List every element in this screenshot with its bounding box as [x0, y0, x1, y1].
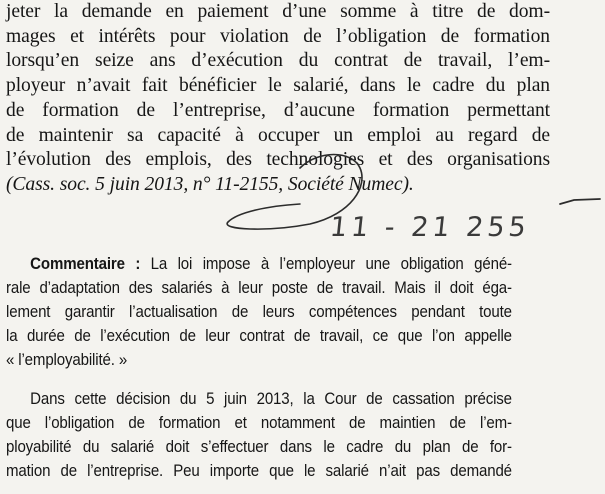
margin-dash [560, 199, 600, 204]
decision-line-1: Dans cette décision du 5 juin 2013, la Cour de cassation précise [30, 390, 512, 408]
ruling-line-1: jeter la demande en paiement d’une somme à titre de dom- [6, 1, 550, 22]
case-citation: (Cass. soc. 5 juin 2013, n° 11-2155, Société Numec). [6, 173, 414, 195]
ruling-line-2: mages et intérêts pour violation de l’obligation de formation [6, 25, 550, 47]
decision-line-3: ployabilité du salarié doit s’effectuer dans le cadre du plan de for- [6, 438, 512, 456]
decision-line-4: mation de l’entreprise. Peu importe que le salarié n’ait pas demandé [6, 462, 512, 480]
ruling-line-4: ployeur n’avait fait bénéficier le salarié, dans le cadre du plan [6, 75, 550, 97]
commentary-line-4: la durée de l’exécution de leur contrat de travail, ce que l’on appelle [6, 327, 512, 345]
commentary-line-5: « l’employabilité. » [6, 351, 128, 369]
commentary-line-3: lement garantir l’actualisation de leurs compétences pendant toute [6, 303, 512, 321]
ruling-line-5: de formation de l’entreprise, d’aucune formation permettant [6, 99, 550, 121]
ruling-line-3: lorsqu’en seize ans d’exécution du contrat de travail, l’em- [6, 50, 550, 72]
handwritten-case-number: 11 - 21 255 [328, 212, 532, 243]
ruling-text [6, 0, 550, 198]
commentary-label: Commentaire : [30, 255, 141, 273]
ruling-line-7: l’évolution des emplois, des technologies et des organisations [6, 149, 550, 171]
decision-line-2: que l’obligation de formation et notamment de maintien de l’em- [6, 414, 512, 432]
commentary-paragraph-2 [6, 387, 512, 483]
commentary-paragraph-1 [6, 252, 512, 372]
commentary-line-2: rale d’adaptation des salariés à leur poste de travail. Mais il doit éga- [6, 279, 512, 297]
commentary-first-line [6, 252, 512, 276]
commentary-first-line-text: La loi impose à l’employeur une obligation géné- [140, 255, 512, 273]
ruling-line-6: de maintenir sa capacité à occuper un emploi au regard de [6, 124, 550, 146]
